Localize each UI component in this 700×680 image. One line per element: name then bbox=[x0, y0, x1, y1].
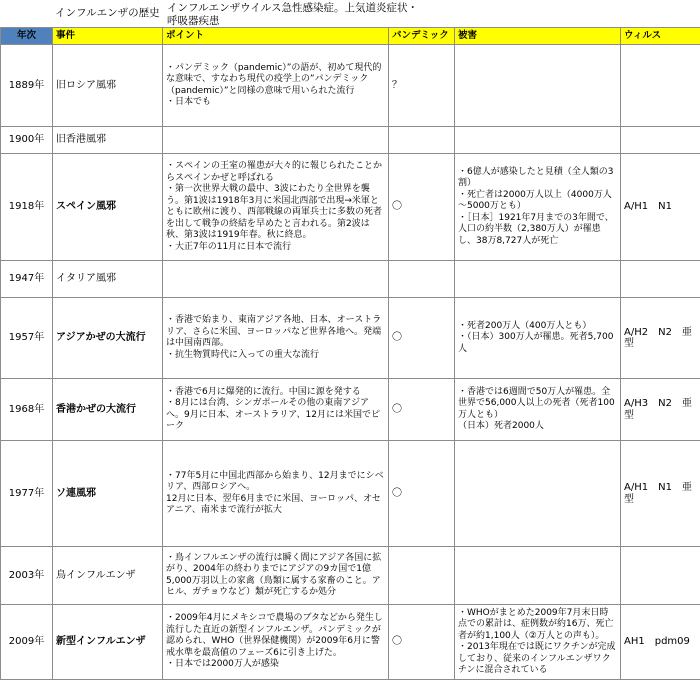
point-cell bbox=[163, 379, 389, 441]
year-cell: 1918年 bbox=[1, 154, 53, 261]
event-cell: スペイン風邪 bbox=[53, 154, 163, 261]
table-row bbox=[1, 547, 700, 605]
damage-cell bbox=[455, 605, 621, 680]
point-cell bbox=[163, 154, 389, 261]
virus-cell bbox=[621, 261, 700, 298]
header-year: 年次 bbox=[1, 28, 53, 45]
header-row bbox=[1, 28, 700, 45]
point-line: ・77年5月に中国北西部から始まり、12月までにシベリア、西部ロシアへ。 bbox=[166, 471, 385, 494]
pandemic-cell: 〇 bbox=[389, 298, 455, 379]
year-cell: 2009年 bbox=[1, 605, 53, 680]
point-line: ・スペインの王室の罹患が大々的に報じられたことからスペインかぜと呼ばれる bbox=[166, 161, 385, 184]
damage-cell bbox=[455, 127, 621, 154]
header-pandemic: パンデミック bbox=[389, 28, 455, 45]
virus-cell: AH1 pdm09 bbox=[621, 605, 700, 680]
point-cell bbox=[163, 441, 389, 547]
damage-cell bbox=[455, 379, 621, 441]
point-line: ・8月には台湾、シンガポールその他の東南アジアへ。9月に日本、オーストラリア、12月には米国でピーク bbox=[166, 398, 385, 433]
damage-line: ・死者200万人（400万人とも） bbox=[458, 321, 617, 333]
virus-cell bbox=[621, 45, 700, 127]
damage-line: ・［日本］1921年7月までの3年間で、人口の約半数（2,380万人）が罹患し、38万8,727人が死亡 bbox=[458, 213, 617, 248]
event-cell: 香港かぜの大流行 bbox=[53, 379, 163, 441]
pandemic-cell bbox=[389, 127, 455, 154]
event-cell: 鳥インフルエンザ bbox=[53, 547, 163, 605]
damage-cell bbox=[455, 547, 621, 605]
pandemic-cell: 〇 bbox=[389, 605, 455, 680]
point-cell bbox=[163, 261, 389, 298]
year-cell: 1977年 bbox=[1, 441, 53, 547]
influenza-history-table bbox=[0, 27, 700, 680]
point-line: 12月に日本、翌年6月までに米国、ヨーロッパ、オセアニア、南米まで流行が拡大 bbox=[166, 494, 385, 517]
table-row bbox=[1, 154, 700, 261]
damage-cell bbox=[455, 154, 621, 261]
table-row bbox=[1, 298, 700, 379]
virus-cell bbox=[621, 547, 700, 605]
year-cell: 1957年 bbox=[1, 298, 53, 379]
damage-cell bbox=[455, 45, 621, 127]
point-cell bbox=[163, 45, 389, 127]
virus-cell: A/H3 N2 亜型 bbox=[621, 379, 700, 441]
point-line: ・香港で始まり、東南アジア各地、日本、オーストラリア、さらに米国、ヨーロッパなど世界各地へ。発端は中国南西部。 bbox=[166, 315, 385, 350]
point-cell bbox=[163, 605, 389, 680]
table-row bbox=[1, 45, 700, 127]
damage-line: ・6億人が感染したと見積（全人類の3割） bbox=[458, 167, 617, 190]
point-line: ・日本でも bbox=[166, 97, 385, 109]
header-damage: 被害 bbox=[455, 28, 621, 45]
point-line: ・第一次世界大戦の最中、3波にわたり全世界を襲う。第1波は1918年3月に米国北西部で出現→米軍とともに欧州に渡り、西部戦線の両軍兵士に多数の死者を出して戦争の終結を早めたと言われる。第2波は秋、第3波は1919年春。秋に終息。 bbox=[166, 184, 385, 242]
year-cell: 2003年 bbox=[1, 547, 53, 605]
point-line: ・抗生物質時代に入っての重大な流行 bbox=[166, 350, 385, 362]
header-event: 事件 bbox=[53, 28, 163, 45]
damage-line: （日本）死者2000人 bbox=[458, 421, 617, 433]
point-line: ・鳥インフルエンザの流行は瞬く間にアジア各国に拡がり、2004年の終わりまでにアジアの9カ国で1億5,000万羽以上の家禽（鳥類に属する家畜のこと。アヒル、ガチョウなど）類が死亡するか処分 bbox=[166, 553, 385, 599]
event-cell: 新型インフルエンザ bbox=[53, 605, 163, 680]
document-title: インフルエンザの歴史 bbox=[55, 7, 160, 20]
header-virus: ウィルス bbox=[621, 28, 700, 45]
event-cell: イタリア風邪 bbox=[53, 261, 163, 298]
point-cell bbox=[163, 547, 389, 605]
point-line: ・香港で6月に爆発的に流行。中国に源を発する bbox=[166, 387, 385, 399]
point-cell bbox=[163, 298, 389, 379]
point-line: ・大正7年の11月に日本で流行 bbox=[166, 242, 385, 254]
point-line: ・日本では2000万人が感染 bbox=[166, 659, 385, 671]
table-row bbox=[1, 379, 700, 441]
pandemic-cell: 〇 bbox=[389, 154, 455, 261]
pandemic-cell: 〇 bbox=[389, 379, 455, 441]
point-cell bbox=[163, 127, 389, 154]
point-line: ・2009年4月にメキシコで農場のブタなどから発生し流行した直近の新型インフルエンザ。パンデミックが認められ、WHO（世界保健機関）が2009年6月に警戒水準を最高値のフェーズ6に引き上げた。 bbox=[166, 613, 385, 659]
point-line: ・パンデミック（pandemic）”の語が、初めて現代的な意味で、すなわち現代の疫学上の”パンデミック（pandemic）”と同様の意味で用いられた流行 bbox=[166, 63, 385, 98]
damage-cell bbox=[455, 441, 621, 547]
year-cell: 1968年 bbox=[1, 379, 53, 441]
event-cell: 旧香港風邪 bbox=[53, 127, 163, 154]
virus-cell: A/H1 N1 亜型 bbox=[621, 441, 700, 547]
year-cell: 1900年 bbox=[1, 127, 53, 154]
damage-line: ・WHOがまとめた2009年7月末日時点での累計は、症例数が約16万、死亡者が約1,100人（②万人との声も）。 bbox=[458, 608, 617, 643]
year-cell: 1947年 bbox=[1, 261, 53, 298]
event-cell: 旧ロシア風邪 bbox=[53, 45, 163, 127]
virus-cell: A/H2 N2 亜型 bbox=[621, 298, 700, 379]
pandemic-cell bbox=[389, 261, 455, 298]
pandemic-cell: 〇 bbox=[389, 441, 455, 547]
document-subtitle: インフルエンザウイルス急性感染症。上気道炎症状・ 呼吸器疾患 bbox=[167, 2, 418, 28]
table-row bbox=[1, 605, 700, 680]
year-cell: 1889年 bbox=[1, 45, 53, 127]
table-row bbox=[1, 127, 700, 154]
damage-line: ・2013年現在では既にワクチンが完成しており、従来のインフルエンザワクチンに混合されている bbox=[458, 642, 617, 677]
table-row bbox=[1, 441, 700, 547]
virus-cell: A/H1 N1 bbox=[621, 154, 700, 261]
pandemic-cell bbox=[389, 547, 455, 605]
damage-cell bbox=[455, 261, 621, 298]
damage-cell bbox=[455, 298, 621, 379]
header-point: ポイント bbox=[163, 28, 389, 45]
table-row bbox=[1, 261, 700, 298]
damage-line: ・死亡者は2000万人以上（4000万人～5000万とも） bbox=[458, 190, 617, 213]
damage-line: ・（日本）300万人が罹患。死者5,700人 bbox=[458, 332, 617, 355]
pandemic-cell: ？ bbox=[389, 45, 455, 127]
virus-cell bbox=[621, 127, 700, 154]
event-cell: ソ連風邪 bbox=[53, 441, 163, 547]
damage-line: ・香港では6週間で50万人が罹患。全世界で56,000人以上の死者（死者100万人とも） bbox=[458, 387, 617, 422]
event-cell: アジアかぜの大流行 bbox=[53, 298, 163, 379]
